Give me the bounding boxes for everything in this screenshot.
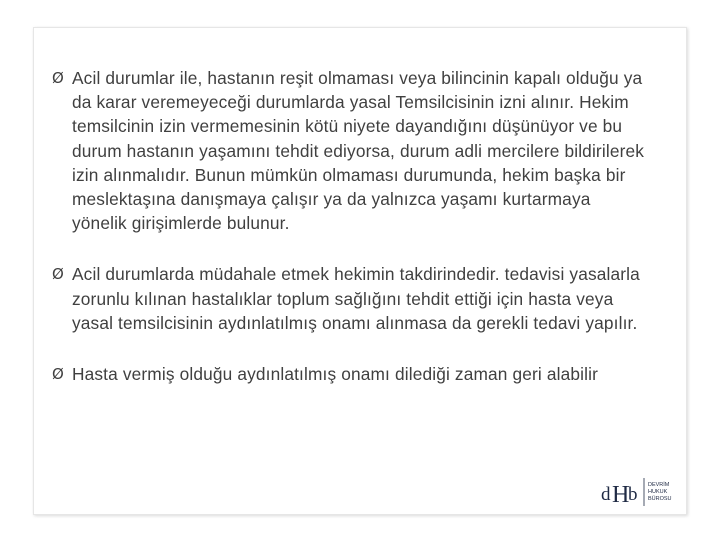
company-logo <box>597 473 687 513</box>
arrow-bullet-icon: Ø <box>52 69 64 87</box>
logo-line-3: BÜROSU <box>648 496 672 502</box>
bullet-item-2 <box>50 262 650 335</box>
logo-mark-text: b <box>628 484 638 505</box>
bullet-text: Acil durumlar ile, hastanın reşit olmaması veya bilincinin kapalı olduğu ya da karar veremeyeceği durumlarda yasal Temsilcisinin izni alınır. Hekim temsilcinin izin vermemesinin kötü niyete dayandığını düşünüyor ve bu durum hastanın yaşamını tehdit ediyorsa, durum adli mercilere bildirilerek izin alınmalıdır. Bunun mümkün olmaması durumunda, hekim başka bir meslektaşına danışmaya çalışır ya da yalnızca yaşamı kurtarmaya yönelik girişimlerde bulunur. <box>72 68 645 234</box>
arrow-bullet-icon: Ø <box>52 365 64 384</box>
slide-content <box>50 66 650 386</box>
bullet-text: Hasta vermiş olduğu aydınlatılmış onamı dilediği zaman geri alabilir <box>72 364 598 385</box>
logo-line-2: HUKUK <box>648 489 668 495</box>
logo-mark-text: H <box>612 482 630 508</box>
bullet-text: Acil durumlarda müdahale etmek hekimin takdirindedir. tedavisi yasalarla zorunlu kılınan hastalıklar toplum sağlığını tehdit ettiği için hasta veya yasal temsilcisinin aydınlatılmış onamı alınmasa da gerekli tedavi yapılır. <box>72 264 640 333</box>
bullet-item-3 <box>50 362 650 386</box>
logo-line-1: DEVRİM <box>648 482 670 488</box>
bullet-item-1 <box>50 66 650 235</box>
logo-mark-text: d <box>601 484 611 505</box>
arrow-bullet-icon: Ø <box>52 265 64 284</box>
